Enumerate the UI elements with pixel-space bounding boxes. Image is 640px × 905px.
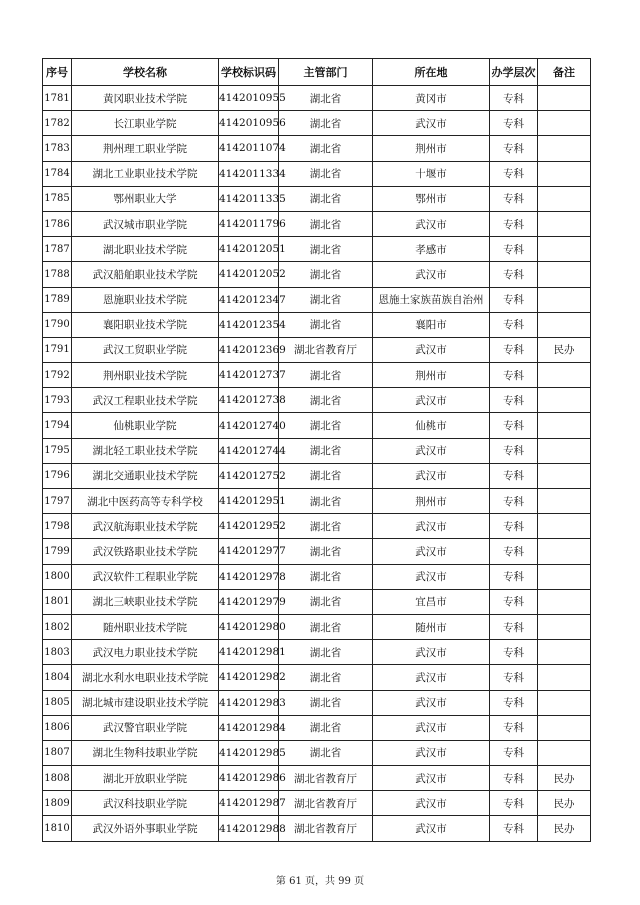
cell-school-code: 4142012347 — [219, 287, 279, 312]
cell-authority: 湖北省 — [279, 388, 373, 413]
table-row — [43, 287, 591, 312]
cell-authority: 湖北省 — [279, 211, 373, 236]
cell-seq: 1790 — [43, 312, 72, 337]
cell-remark — [538, 388, 591, 413]
cell-level: 专科 — [490, 388, 538, 413]
cell-level: 专科 — [490, 690, 538, 715]
cell-seq: 1808 — [43, 766, 72, 791]
cell-location: 荆州市 — [373, 489, 490, 514]
table-row — [43, 589, 591, 614]
cell-seq: 1787 — [43, 237, 72, 262]
cell-school-name: 武汉电力职业技术学院 — [72, 640, 219, 665]
cell-school-code: 4142012985 — [219, 740, 279, 765]
table-row — [43, 640, 591, 665]
table-row — [43, 237, 591, 262]
cell-school-code: 4142012987 — [219, 791, 279, 816]
cell-school-code: 4142012982 — [219, 665, 279, 690]
cell-level: 专科 — [490, 539, 538, 564]
cell-school-name: 武汉铁路职业技术学院 — [72, 539, 219, 564]
cell-seq: 1791 — [43, 337, 72, 362]
cell-location: 武汉市 — [373, 388, 490, 413]
cell-authority: 湖北省 — [279, 489, 373, 514]
table-row — [43, 262, 591, 287]
table-row — [43, 614, 591, 639]
cell-school-name: 湖北水利水电职业技术学院 — [72, 665, 219, 690]
header-authority: 主管部门 — [279, 59, 373, 86]
cell-level: 专科 — [490, 312, 538, 337]
cell-seq: 1792 — [43, 363, 72, 388]
table-row — [43, 413, 591, 438]
cell-school-name: 长江职业学院 — [72, 111, 219, 136]
cell-remark — [538, 86, 591, 111]
cell-authority: 湖北省 — [279, 614, 373, 639]
cell-level: 专科 — [490, 463, 538, 488]
cell-school-code: 4142012752 — [219, 463, 279, 488]
table-row — [43, 564, 591, 589]
header-seq: 序号 — [43, 59, 72, 86]
cell-level: 专科 — [490, 211, 538, 236]
cell-remark — [538, 539, 591, 564]
cell-authority: 湖北省 — [279, 564, 373, 589]
cell-seq: 1800 — [43, 564, 72, 589]
cell-location: 武汉市 — [373, 564, 490, 589]
cell-school-code: 4142010955 — [219, 86, 279, 111]
cell-school-code: 4142012740 — [219, 413, 279, 438]
cell-authority: 湖北省 — [279, 363, 373, 388]
cell-authority: 湖北省 — [279, 514, 373, 539]
cell-authority: 湖北省 — [279, 262, 373, 287]
cell-authority: 湖北省 — [279, 640, 373, 665]
cell-authority: 湖北省 — [279, 463, 373, 488]
cell-school-name: 荆州理工职业学院 — [72, 136, 219, 161]
cell-seq: 1784 — [43, 161, 72, 186]
cell-remark — [538, 715, 591, 740]
header-level: 办学层次 — [490, 59, 538, 86]
table-header — [43, 59, 591, 86]
cell-seq: 1806 — [43, 715, 72, 740]
table-row — [43, 791, 591, 816]
cell-level: 专科 — [490, 86, 538, 111]
header-remark: 备注 — [538, 59, 591, 86]
cell-remark — [538, 463, 591, 488]
cell-location: 武汉市 — [373, 539, 490, 564]
cell-school-code: 4142012984 — [219, 715, 279, 740]
table-row — [43, 539, 591, 564]
table-row — [43, 740, 591, 765]
cell-school-name: 恩施职业技术学院 — [72, 287, 219, 312]
header-row — [43, 59, 591, 86]
cell-location: 武汉市 — [373, 665, 490, 690]
cell-school-code: 4142012951 — [219, 489, 279, 514]
cell-school-code: 4142012980 — [219, 614, 279, 639]
cell-authority: 湖北省 — [279, 438, 373, 463]
cell-authority: 湖北省 — [279, 413, 373, 438]
cell-location: 武汉市 — [373, 463, 490, 488]
cell-level: 专科 — [490, 111, 538, 136]
cell-location: 武汉市 — [373, 337, 490, 362]
cell-seq: 1786 — [43, 211, 72, 236]
cell-authority: 湖北省 — [279, 665, 373, 690]
cell-level: 专科 — [490, 237, 538, 262]
cell-location: 孝感市 — [373, 237, 490, 262]
page-number-footer: 第 61 页，共 99 页 — [275, 876, 365, 887]
cell-seq: 1796 — [43, 463, 72, 488]
cell-seq: 1802 — [43, 614, 72, 639]
cell-school-name: 武汉工程职业技术学院 — [72, 388, 219, 413]
table-row — [43, 337, 591, 362]
cell-remark — [538, 413, 591, 438]
cell-authority: 湖北省 — [279, 136, 373, 161]
cell-remark — [538, 237, 591, 262]
table-row — [43, 136, 591, 161]
table-body — [43, 86, 591, 842]
cell-remark: 民办 — [538, 816, 591, 841]
cell-location: 武汉市 — [373, 211, 490, 236]
cell-location: 十堰市 — [373, 161, 490, 186]
table-row — [43, 690, 591, 715]
cell-remark — [538, 312, 591, 337]
cell-level: 专科 — [490, 136, 538, 161]
cell-level: 专科 — [490, 489, 538, 514]
cell-authority: 湖北省 — [279, 287, 373, 312]
cell-authority: 湖北省 — [279, 715, 373, 740]
cell-seq: 1789 — [43, 287, 72, 312]
cell-location: 武汉市 — [373, 715, 490, 740]
cell-level: 专科 — [490, 413, 538, 438]
cell-level: 专科 — [490, 665, 538, 690]
cell-seq: 1807 — [43, 740, 72, 765]
cell-authority: 湖北省 — [279, 86, 373, 111]
cell-school-code: 4142012952 — [219, 514, 279, 539]
table-row — [43, 111, 591, 136]
cell-authority: 湖北省 — [279, 237, 373, 262]
cell-remark — [538, 438, 591, 463]
cell-seq: 1810 — [43, 816, 72, 841]
cell-remark — [538, 287, 591, 312]
cell-location: 鄂州市 — [373, 186, 490, 211]
cell-school-name: 湖北工业职业技术学院 — [72, 161, 219, 186]
cell-school-code: 4142012737 — [219, 363, 279, 388]
table-row — [43, 816, 591, 841]
cell-school-name: 襄阳职业技术学院 — [72, 312, 219, 337]
cell-authority: 湖北省 — [279, 690, 373, 715]
cell-school-code: 4142012369 — [219, 337, 279, 362]
cell-remark — [538, 489, 591, 514]
cell-school-code: 4142012978 — [219, 564, 279, 589]
cell-seq: 1805 — [43, 690, 72, 715]
cell-school-code: 4142011074 — [219, 136, 279, 161]
cell-school-code: 4142011334 — [219, 161, 279, 186]
cell-school-name: 湖北开放职业学院 — [72, 766, 219, 791]
cell-remark — [538, 111, 591, 136]
cell-authority: 湖北省教育厅 — [279, 816, 373, 841]
cell-seq: 1793 — [43, 388, 72, 413]
table-row — [43, 388, 591, 413]
cell-level: 专科 — [490, 640, 538, 665]
table-row — [43, 489, 591, 514]
table-row — [43, 86, 591, 111]
header-location: 所在地 — [373, 59, 490, 86]
cell-school-name: 武汉船舶职业技术学院 — [72, 262, 219, 287]
cell-authority: 湖北省 — [279, 740, 373, 765]
cell-remark — [538, 564, 591, 589]
cell-level: 专科 — [490, 514, 538, 539]
cell-school-name: 武汉工贸职业学院 — [72, 337, 219, 362]
cell-remark — [538, 211, 591, 236]
cell-school-name: 武汉航海职业技术学院 — [72, 514, 219, 539]
table-row — [43, 312, 591, 337]
cell-school-name: 武汉科技职业学院 — [72, 791, 219, 816]
cell-authority: 湖北省教育厅 — [279, 337, 373, 362]
cell-school-name: 黄冈职业技术学院 — [72, 86, 219, 111]
table-row — [43, 463, 591, 488]
cell-seq: 1809 — [43, 791, 72, 816]
cell-school-code: 4142012052 — [219, 262, 279, 287]
cell-level: 专科 — [490, 589, 538, 614]
table-row — [43, 186, 591, 211]
cell-remark — [538, 589, 591, 614]
cell-seq: 1801 — [43, 589, 72, 614]
cell-remark — [538, 161, 591, 186]
cell-school-code: 4142012983 — [219, 690, 279, 715]
cell-location: 武汉市 — [373, 111, 490, 136]
cell-level: 专科 — [490, 816, 538, 841]
header-school-code: 学校标识码 — [219, 59, 279, 86]
cell-school-name: 湖北职业技术学院 — [72, 237, 219, 262]
cell-school-name: 随州职业技术学院 — [72, 614, 219, 639]
cell-level: 专科 — [490, 287, 538, 312]
cell-seq: 1795 — [43, 438, 72, 463]
cell-location: 武汉市 — [373, 816, 490, 841]
cell-remark — [538, 363, 591, 388]
cell-school-code: 4142010956 — [219, 111, 279, 136]
cell-school-code: 4142012051 — [219, 237, 279, 262]
cell-location: 武汉市 — [373, 640, 490, 665]
cell-level: 专科 — [490, 337, 538, 362]
cell-seq: 1785 — [43, 186, 72, 211]
table-row — [43, 715, 591, 740]
cell-school-code: 4142012977 — [219, 539, 279, 564]
cell-school-name: 湖北中医药高等专科学校 — [72, 489, 219, 514]
cell-remark — [538, 665, 591, 690]
cell-location: 仙桃市 — [373, 413, 490, 438]
table-row — [43, 438, 591, 463]
cell-remark: 民办 — [538, 766, 591, 791]
header-school-name: 学校名称 — [72, 59, 219, 86]
cell-school-code: 4142012354 — [219, 312, 279, 337]
cell-school-name: 武汉外语外事职业学院 — [72, 816, 219, 841]
cell-seq: 1794 — [43, 413, 72, 438]
cell-level: 专科 — [490, 186, 538, 211]
cell-level: 专科 — [490, 740, 538, 765]
cell-school-name: 湖北轻工职业技术学院 — [72, 438, 219, 463]
cell-school-code: 4142012738 — [219, 388, 279, 413]
cell-school-name: 湖北三峡职业技术学院 — [72, 589, 219, 614]
table-row — [43, 766, 591, 791]
cell-level: 专科 — [490, 262, 538, 287]
cell-remark — [538, 186, 591, 211]
cell-remark — [538, 136, 591, 161]
cell-level: 专科 — [490, 564, 538, 589]
cell-location: 宜昌市 — [373, 589, 490, 614]
school-list-table — [42, 58, 591, 842]
cell-location: 武汉市 — [373, 766, 490, 791]
cell-remark: 民办 — [538, 337, 591, 362]
cell-school-name: 湖北交通职业技术学院 — [72, 463, 219, 488]
cell-seq: 1803 — [43, 640, 72, 665]
cell-level: 专科 — [490, 614, 538, 639]
cell-school-code: 4142012981 — [219, 640, 279, 665]
cell-seq: 1781 — [43, 86, 72, 111]
cell-remark — [538, 614, 591, 639]
cell-level: 专科 — [490, 363, 538, 388]
table-row — [43, 363, 591, 388]
cell-location: 武汉市 — [373, 438, 490, 463]
cell-location: 襄阳市 — [373, 312, 490, 337]
cell-seq: 1788 — [43, 262, 72, 287]
cell-seq: 1797 — [43, 489, 72, 514]
table-row — [43, 161, 591, 186]
cell-school-name: 湖北生物科技职业学院 — [72, 740, 219, 765]
cell-remark — [538, 740, 591, 765]
cell-school-name: 武汉警官职业学院 — [72, 715, 219, 740]
cell-school-code: 4142012979 — [219, 589, 279, 614]
table-row — [43, 211, 591, 236]
cell-seq: 1798 — [43, 514, 72, 539]
cell-authority: 湖北省 — [279, 111, 373, 136]
cell-authority: 湖北省教育厅 — [279, 766, 373, 791]
cell-seq: 1799 — [43, 539, 72, 564]
cell-location: 荆州市 — [373, 136, 490, 161]
cell-authority: 湖北省教育厅 — [279, 791, 373, 816]
cell-level: 专科 — [490, 715, 538, 740]
cell-level: 专科 — [490, 161, 538, 186]
cell-seq: 1804 — [43, 665, 72, 690]
cell-location: 恩施土家族苗族自治州 — [373, 287, 490, 312]
cell-school-code: 4142011335 — [219, 186, 279, 211]
cell-remark — [538, 262, 591, 287]
cell-school-code: 4142012988 — [219, 816, 279, 841]
cell-level: 专科 — [490, 438, 538, 463]
cell-school-name: 湖北城市建设职业技术学院 — [72, 690, 219, 715]
cell-authority: 湖北省 — [279, 539, 373, 564]
cell-authority: 湖北省 — [279, 161, 373, 186]
cell-location: 武汉市 — [373, 262, 490, 287]
cell-authority: 湖北省 — [279, 312, 373, 337]
cell-location: 荆州市 — [373, 363, 490, 388]
cell-seq: 1782 — [43, 111, 72, 136]
cell-school-name: 荆州职业技术学院 — [72, 363, 219, 388]
table-row — [43, 514, 591, 539]
cell-remark — [538, 640, 591, 665]
cell-seq: 1783 — [43, 136, 72, 161]
cell-school-code: 4142012986 — [219, 766, 279, 791]
cell-school-name: 武汉软件工程职业学院 — [72, 564, 219, 589]
cell-remark: 民办 — [538, 791, 591, 816]
cell-authority: 湖北省 — [279, 186, 373, 211]
cell-location: 武汉市 — [373, 514, 490, 539]
cell-school-name: 鄂州职业大学 — [72, 186, 219, 211]
table-row — [43, 665, 591, 690]
cell-school-name: 武汉城市职业学院 — [72, 211, 219, 236]
cell-level: 专科 — [490, 791, 538, 816]
cell-location: 武汉市 — [373, 690, 490, 715]
cell-school-code: 4142011796 — [219, 211, 279, 236]
cell-remark — [538, 690, 591, 715]
cell-location: 黄冈市 — [373, 86, 490, 111]
cell-location: 武汉市 — [373, 791, 490, 816]
cell-level: 专科 — [490, 766, 538, 791]
cell-authority: 湖北省 — [279, 589, 373, 614]
cell-remark — [538, 514, 591, 539]
cell-school-code: 4142012744 — [219, 438, 279, 463]
cell-location: 随州市 — [373, 614, 490, 639]
cell-school-name: 仙桃职业学院 — [72, 413, 219, 438]
cell-location: 武汉市 — [373, 740, 490, 765]
